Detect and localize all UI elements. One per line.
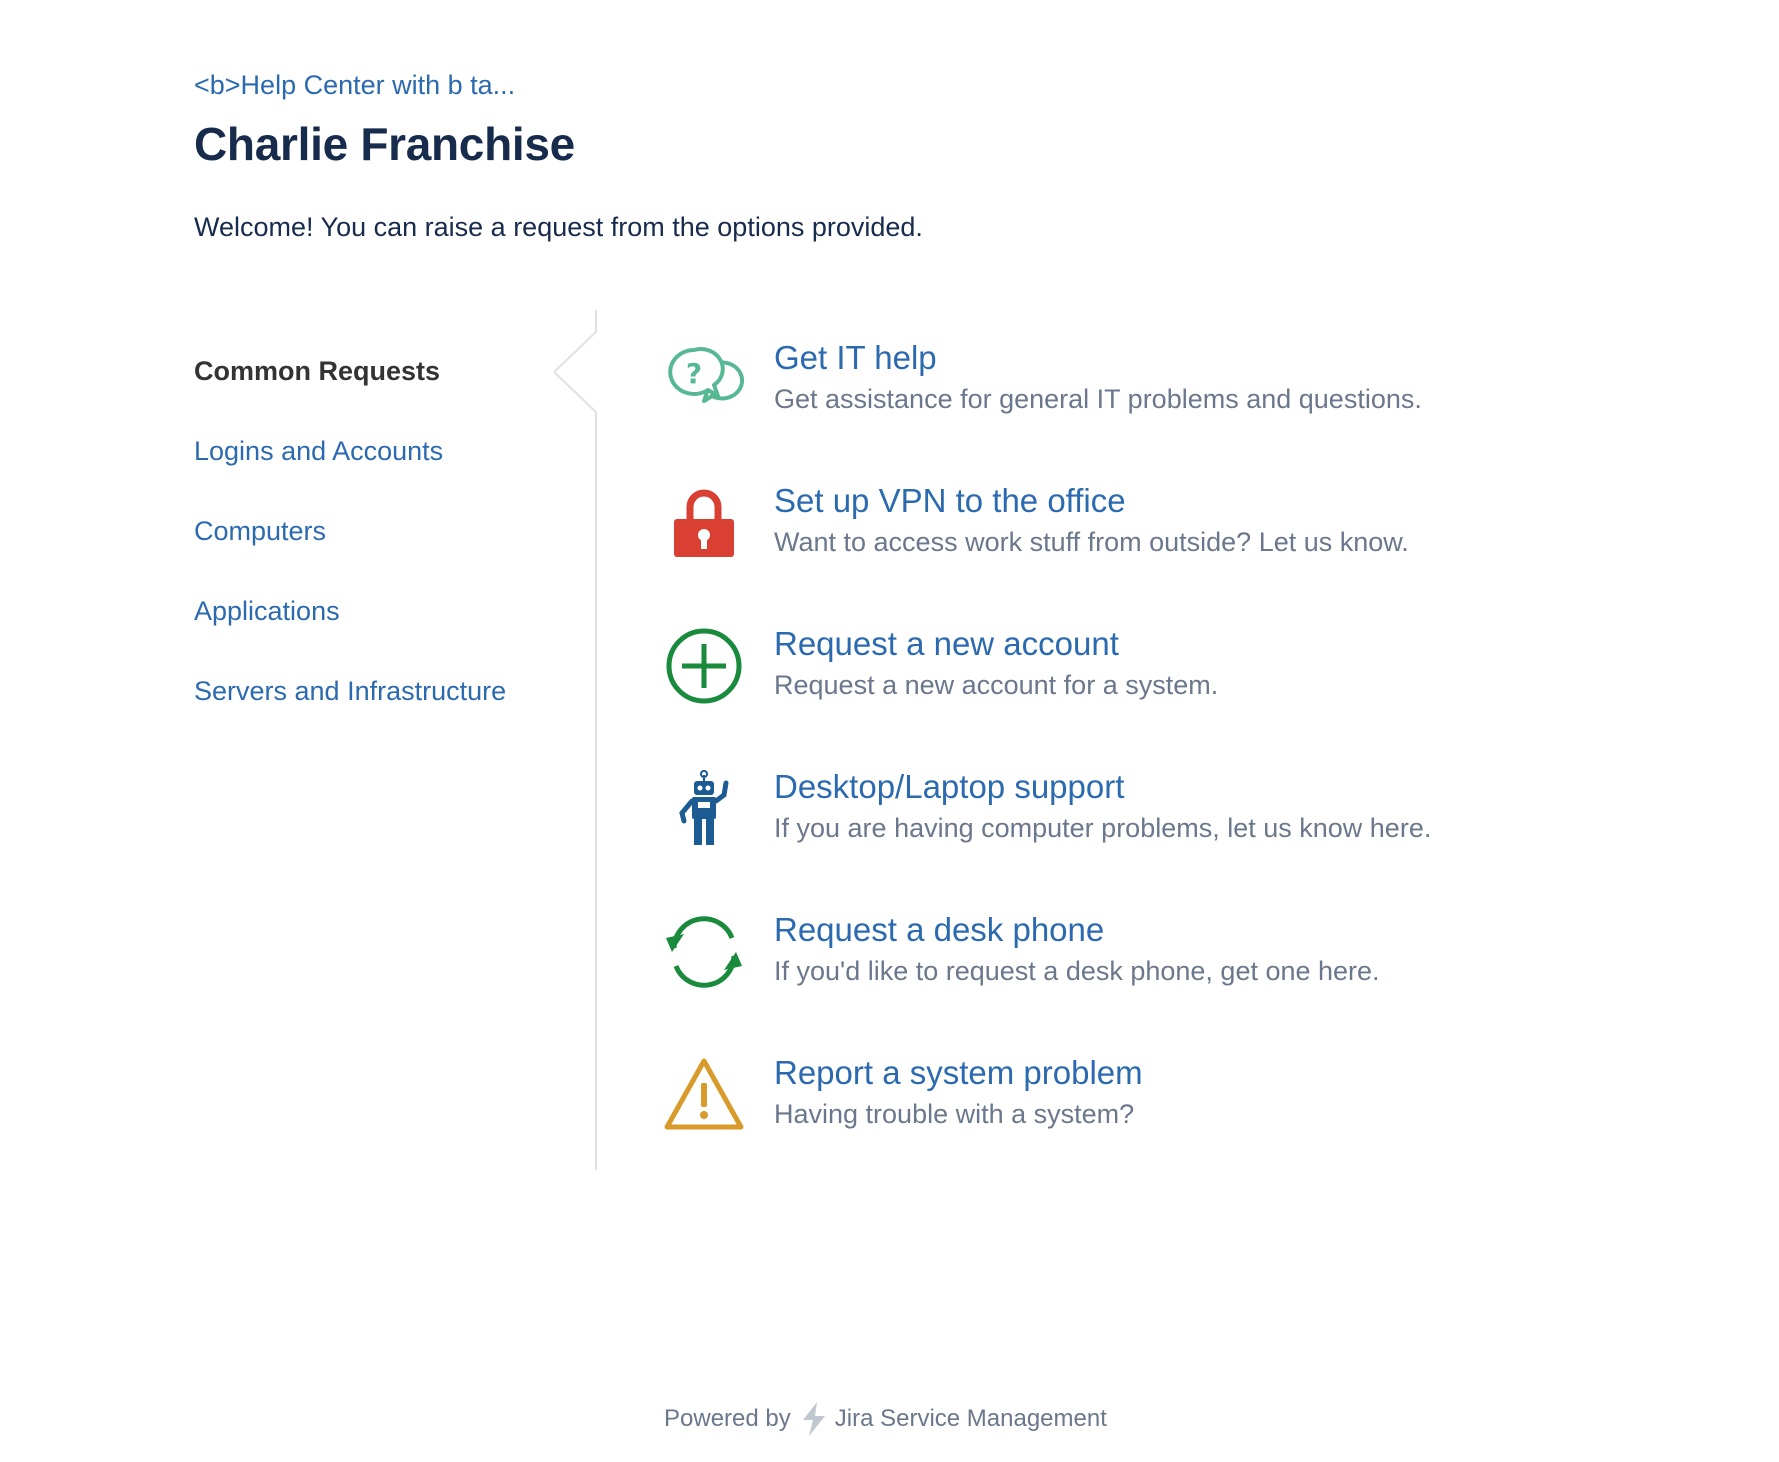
request-description: If you are having computer problems, let us know here.: [774, 813, 1432, 843]
request-description: Having trouble with a system?: [774, 1099, 1135, 1129]
request-type-desk-phone[interactable]: [664, 912, 1704, 1055]
lock-icon: [664, 483, 744, 563]
sidebar-divider: [554, 310, 598, 1170]
request-description: Get assistance for general IT problems and questions.: [774, 384, 1422, 414]
request-description: Want to access work stuff from outside? Let us know.: [774, 527, 1409, 557]
request-type-get-it-help[interactable]: [664, 340, 1704, 483]
jira-bolt-icon[interactable]: [799, 1400, 829, 1438]
sidebar-item-common-requests[interactable]: Common Requests: [194, 356, 441, 386]
portal-header: [194, 70, 575, 170]
robot-icon: [664, 769, 744, 849]
request-title: Request a desk phone: [774, 911, 1105, 948]
request-title: Get IT help: [774, 339, 937, 376]
welcome-message: Welcome! You can raise a request from the options provided.: [194, 212, 923, 242]
powered-by-footer: [664, 1400, 1107, 1438]
request-title: Request a new account: [774, 625, 1119, 662]
request-type-desktop-laptop-support[interactable]: [664, 769, 1704, 912]
request-type-new-account[interactable]: [664, 626, 1704, 769]
refresh-arrows-icon: [664, 912, 744, 992]
request-type-list: [664, 340, 1704, 1198]
request-description: Request a new account for a system.: [774, 670, 1219, 700]
request-title: Set up VPN to the office: [774, 482, 1126, 519]
question-chat-icon: [664, 340, 744, 420]
sidebar-item-computers[interactable]: Computers: [194, 516, 327, 546]
request-type-system-problem[interactable]: [664, 1055, 1704, 1198]
request-title: Desktop/Laptop support: [774, 768, 1125, 805]
sidebar-item-logins-and-accounts[interactable]: Logins and Accounts: [194, 436, 444, 466]
request-title: Report a system problem: [774, 1054, 1143, 1091]
warning-triangle-icon: [664, 1055, 744, 1135]
breadcrumb-help-center[interactable]: <b>Help Center with b ta...: [194, 70, 516, 100]
request-description: If you'd like to request a desk phone, get one here.: [774, 956, 1380, 986]
jira-service-management-link[interactable]: Jira Service Management: [834, 1405, 1107, 1432]
svg-text:?: ?: [685, 357, 703, 390]
sidebar-item-servers-and-infrastructure[interactable]: Servers and Infrastructure: [194, 676, 507, 706]
request-type-vpn[interactable]: [664, 483, 1704, 626]
sidebar-item-applications[interactable]: Applications: [194, 596, 340, 626]
plus-circle-icon: [664, 626, 744, 706]
powered-by-label: Powered by: [664, 1405, 791, 1432]
request-group-sidebar: [194, 352, 574, 752]
page-title: Charlie Franchise: [194, 118, 575, 170]
